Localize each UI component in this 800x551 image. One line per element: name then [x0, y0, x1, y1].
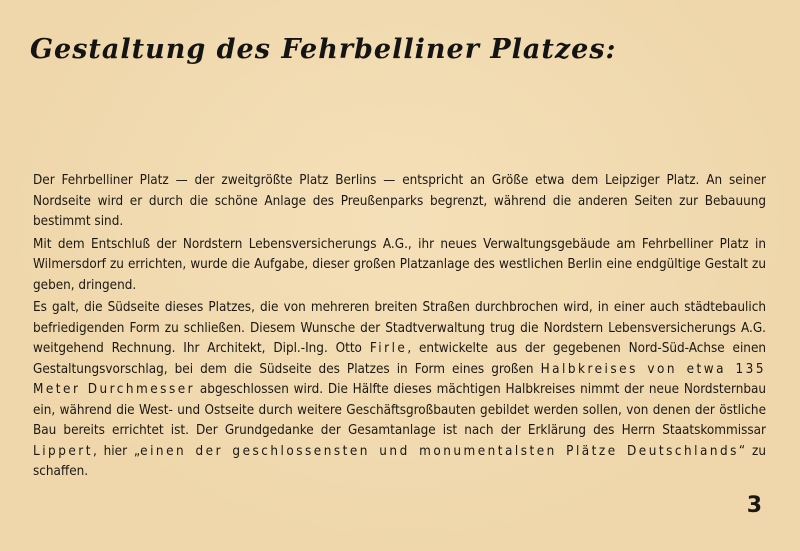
paragraph-1: Der Fehrbelliner Platz — der zweitgrößte Platz Berlins — entspricht an Größe etwa dem Leipziger Platz. An seiner Nordseite wird er durch die schöne Anlage des Preußenparks begrenzt, während die anderen Seiten zur Bebauung bestimmt sind.	[33, 173, 766, 229]
paragraph-2: Mit dem Entschluß der Nordstern Lebensversicherungs A.G., ihr neues Verwaltungsgebäude am Fehrbelliner Platz in Wilmersdorf zu errichten, wurde die Aufgabe, dieser großen Platzanlage des westlichen Berlin eine endgültige Gestalt zu geben, dringend.	[33, 236, 766, 293]
page-heading: Gestaltung des Fehrbelliner Platzes:	[30, 34, 617, 65]
architect-name: Firle	[369, 341, 408, 356]
paragraph-3-part-c: abgeschlossen wird. Die Hälfte dieses mächtigen Halbkreises nimmt der neue Nordsternbau ein, während die West- und Ostseite durch weitere Geschäftsgroßbauten gebildet werden sollen, von denen der östliche Bau bereits errichtet ist. Der Grundgedanke der Gesamtanlage ist nach der Erklärung des Herrn Staatskommissar	[33, 382, 766, 438]
commissioner-name: Lippert	[33, 443, 93, 459]
quote-phrase: einen der geschlossensten und monumentalsten Plätze Deutschlands	[140, 443, 739, 459]
paragraph-3-part-a: Es galt, die Südseite dieses Platzes, die von mehreren breiten Straßen durchbrochen wird, in einer auch städtebaulich befriedigenden Form zu schließen. Diesem Wunsche der Stadtverwaltung trug die Nordstern Lebensversicherungs A.G. weitgehend Rechnung. Ihr Architekt, Dipl.-Ing. Otto	[33, 300, 766, 356]
paragraph-3-part-e: “ zu schaffen.	[33, 443, 767, 479]
body-text	[33, 171, 766, 485]
paragraph-3-part-d: , hier „	[92, 443, 141, 459]
paragraph-3-part-b: , entwickelte aus der gegebenen Nord-Süd-Achse einen Gestaltungsvorschlag, bei dem die Südseite des Platzes in Form eines großen	[33, 341, 766, 377]
page-number: 3	[746, 493, 762, 518]
paragraph-3	[33, 298, 766, 483]
semicircle-phrase: Halbkreises von etwa 135 Meter Durchmesser	[33, 361, 766, 397]
